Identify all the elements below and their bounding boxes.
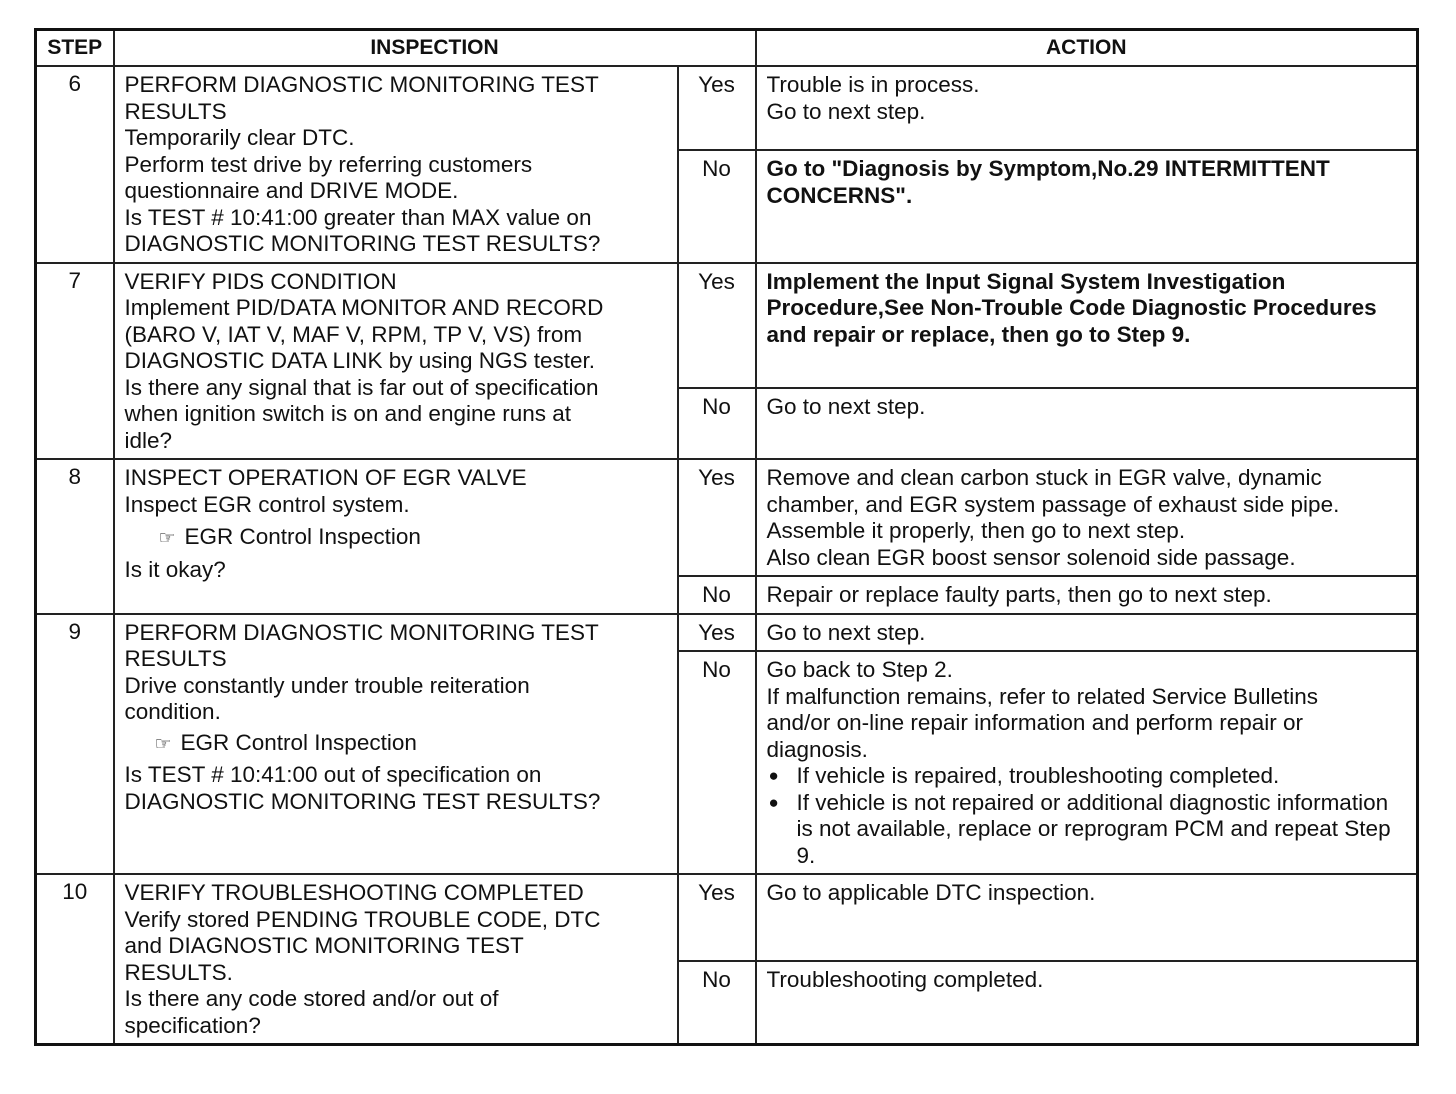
inspection-line: Temporarily clear DTC. bbox=[124, 125, 355, 150]
yes-label: Yes bbox=[678, 66, 756, 150]
action-line: and/or on-line repair information and perform repair or bbox=[766, 710, 1304, 735]
step-6-inspection bbox=[114, 66, 678, 263]
step-number: 10 bbox=[36, 874, 114, 1045]
action-line: Also clean EGR boost sensor solenoid side passage. bbox=[766, 544, 1296, 570]
header-step: STEP bbox=[36, 30, 114, 67]
inspection-line: idle? bbox=[124, 427, 173, 453]
action-line: Assemble it properly, then go to next step. bbox=[766, 518, 1186, 543]
inspection-line: specification? bbox=[124, 1012, 261, 1038]
step-9-no-action bbox=[756, 651, 1418, 874]
inspection-line: INSPECT OPERATION OF EGR VALVE bbox=[124, 465, 527, 490]
step-number: 8 bbox=[36, 459, 114, 614]
step-number: 9 bbox=[36, 614, 114, 875]
step-10-inspection bbox=[114, 874, 678, 1045]
step-number: 6 bbox=[36, 66, 114, 263]
reference-text: EGR Control Inspection bbox=[180, 729, 417, 755]
no-label: No bbox=[678, 150, 756, 262]
no-label: No bbox=[678, 388, 756, 459]
inspection-line: Verify stored PENDING TROUBLE CODE, DTC bbox=[124, 906, 601, 932]
reference-link bbox=[125, 524, 669, 553]
action-line: Go to next step. bbox=[766, 98, 926, 124]
inspection-line: (BARO V, IAT V, MAF V, RPM, TP V, VS) from bbox=[124, 321, 583, 347]
step-7-yes-action bbox=[756, 263, 1418, 389]
inspection-line: DIAGNOSTIC MONITORING TEST RESULTS? bbox=[124, 231, 601, 256]
step-10-yes-row bbox=[36, 874, 1418, 961]
action-line: Go back to Step 2. bbox=[766, 657, 953, 682]
no-label: No bbox=[678, 961, 756, 1044]
inspection-line: VERIFY TROUBLESHOOTING COMPLETED bbox=[124, 880, 584, 905]
action-line: Implement the Input Signal System Investigation bbox=[766, 268, 1286, 294]
inspection-line: Drive constantly under trouble reiteration bbox=[124, 672, 530, 698]
step-number: 7 bbox=[36, 263, 114, 460]
pointing-hand-icon: ☞ bbox=[158, 528, 176, 549]
action-line: diagnosis. bbox=[766, 736, 868, 762]
action-bullet: ● If vehicle is not repaired or additional diagnostic information is not available, replace or reprogram PCM and repeat Step 9. bbox=[767, 790, 1411, 870]
action-bullet-list bbox=[767, 763, 1411, 869]
step-6-no-action bbox=[756, 150, 1418, 262]
step-9-yes-action bbox=[756, 614, 1418, 652]
action-line: Procedure,See Non-Trouble Code Diagnostic Procedures bbox=[766, 295, 1377, 320]
step-10-no-action bbox=[756, 961, 1418, 1044]
yes-label: Yes bbox=[678, 263, 756, 389]
action-line: Trouble is in process. bbox=[766, 72, 980, 97]
inspection-line: DIAGNOSTIC DATA LINK by using NGS tester. bbox=[124, 348, 596, 373]
inspection-line: Is it okay? bbox=[124, 556, 226, 582]
no-label: No bbox=[678, 651, 756, 874]
yes-label: Yes bbox=[678, 459, 756, 576]
yes-label: Yes bbox=[678, 614, 756, 652]
inspection-line: questionnaire and DRIVE MODE. bbox=[124, 178, 459, 203]
step-6-yes-row bbox=[36, 66, 1418, 150]
inspection-line: Inspect EGR control system. bbox=[124, 491, 410, 517]
step-10-yes-action bbox=[756, 874, 1418, 961]
action-line: CONCERNS". bbox=[766, 182, 913, 208]
inspection-line: PERFORM DIAGNOSTIC MONITORING TEST bbox=[124, 72, 599, 97]
action-line: Remove and clean carbon stuck in EGR valve, dynamic bbox=[766, 465, 1322, 490]
action-line: Go to "Diagnosis by Symptom,No.29 INTERMITTENT bbox=[766, 156, 1330, 182]
inspection-line: RESULTS. bbox=[124, 959, 233, 985]
action-line: Go to applicable DTC inspection. bbox=[766, 880, 1096, 905]
step-6-yes-action bbox=[756, 66, 1418, 150]
inspection-line: PERFORM DIAGNOSTIC MONITORING TEST bbox=[124, 619, 599, 645]
yes-label: Yes bbox=[678, 874, 756, 961]
action-line: Go to next step. bbox=[766, 394, 926, 420]
inspection-line: condition. bbox=[124, 699, 221, 724]
inspection-line: Perform test drive by referring customers bbox=[124, 151, 533, 177]
step-8-no-action bbox=[756, 576, 1418, 614]
header-action: ACTION bbox=[756, 30, 1418, 67]
header-row bbox=[36, 30, 1418, 67]
step-8-inspection bbox=[114, 459, 678, 614]
inspection-line: Is TEST # 10:41:00 greater than MAX value on bbox=[124, 204, 592, 230]
step-7-inspection bbox=[114, 263, 678, 460]
inspection-line: Implement PID/DATA MONITOR AND RECORD bbox=[124, 295, 604, 320]
inspection-line: VERIFY PIDS CONDITION bbox=[124, 268, 397, 294]
step-7-no-action bbox=[756, 388, 1418, 459]
action-line: Repair or replace faulty parts, then go to next step. bbox=[766, 582, 1272, 607]
header-inspection: INSPECTION bbox=[114, 30, 756, 67]
diagnostic-table-container bbox=[34, 28, 1416, 1046]
inspection-line: when ignition switch is on and engine runs at bbox=[124, 401, 572, 426]
step-9-inspection bbox=[114, 614, 678, 875]
reference-link bbox=[125, 730, 669, 759]
inspection-line: Is there any code stored and/or out of bbox=[124, 986, 499, 1011]
inspection-line: DIAGNOSTIC MONITORING TEST RESULTS? bbox=[124, 788, 601, 814]
action-line: Troubleshooting completed. bbox=[766, 967, 1044, 993]
diagnostic-table bbox=[34, 28, 1419, 1046]
action-bullet: ● If vehicle is repaired, troubleshooting completed. bbox=[767, 763, 1411, 790]
step-7-yes-row bbox=[36, 263, 1418, 389]
action-line: and repair or replace, then go to Step 9. bbox=[766, 321, 1191, 347]
pointing-hand-icon: ☞ bbox=[154, 733, 172, 755]
no-label: No bbox=[678, 576, 756, 614]
action-line: If malfunction remains, refer to related Service Bulletins bbox=[766, 683, 1319, 709]
inspection-line: and DIAGNOSTIC MONITORING TEST bbox=[124, 933, 524, 958]
inspection-line: RESULTS bbox=[124, 646, 227, 671]
action-line: Go to next step. bbox=[766, 619, 926, 645]
step-8-yes-action bbox=[756, 459, 1418, 576]
inspection-line: Is there any signal that is far out of specification bbox=[124, 374, 599, 400]
inspection-line: Is TEST # 10:41:00 out of specification on bbox=[124, 762, 542, 787]
inspection-line: RESULTS bbox=[124, 98, 227, 124]
step-8-yes-row bbox=[36, 459, 1418, 576]
reference-text: EGR Control Inspection bbox=[184, 524, 421, 549]
action-line: chamber, and EGR system passage of exhaust side pipe. bbox=[766, 491, 1340, 517]
step-9-yes-row bbox=[36, 614, 1418, 652]
